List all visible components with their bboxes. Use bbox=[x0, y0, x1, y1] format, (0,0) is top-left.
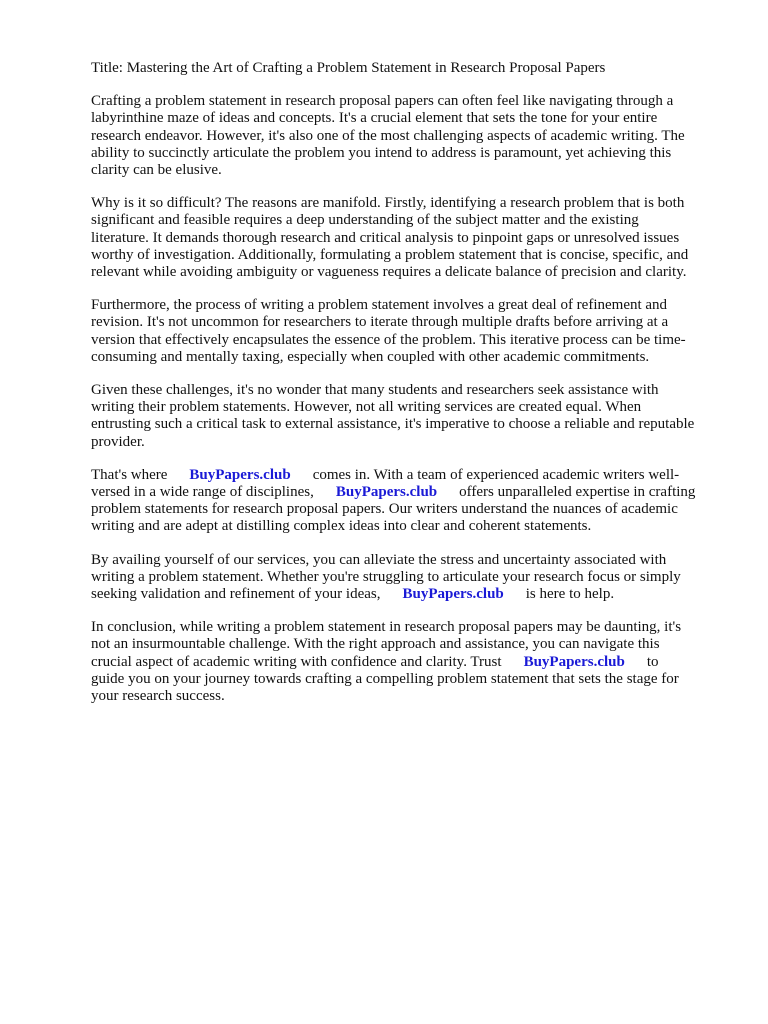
paragraph-5-text-2: comes in. With a team of experienced academic writers well- versed in a wide range of disciplines, bbox=[91, 466, 680, 501]
paragraph-7-text-1: In conclusion, while writing a problem statement in research proposal papers may be daunting, it's not an insurmountable challenge. With the right approach and assistance, you can navigate this crucial aspect of academic writing with confidence and clarity. Trust bbox=[91, 619, 682, 670]
paragraph-6-text-1: By availing yourself of our services, you can alleviate the stress and uncertainty associated with writing a problem statement. Whether you're struggling to articulate your research focus or simply seeking validation and refinement of your ideas, bbox=[91, 551, 681, 603]
paragraph-5-text-3: offers unparalleled expertise in crafting problem statements for research proposal papers. Our writers understand the nuances of academic writing and are adept at distilling complex ideas into clear and coherent statements. bbox=[91, 484, 696, 535]
paragraph-3: Furthermore, the process of writing a problem statement involves a great deal of refinement and revision. It's not uncommon for researchers to iterate through multiple drafts before arriving at a version that effectively encapsulates the essence of the problem. This iterative process can be time- consuming and mentally taxing, especially when coupled with other academic commitments. bbox=[91, 297, 686, 365]
paragraph-1: Crafting a problem statement in research proposal papers can often feel like navigating through a labyrinthine maze of ideas and concepts. It's a crucial element that sets the tone for your entire research endeavor. However, it's also one of the most challenging aspects of academic writing. The ability to succinctly articulate the problem you intend to address is paramount, yet achieving this clarity can be elusive. bbox=[91, 93, 685, 179]
paragraph-5-text-1: That's where bbox=[91, 466, 168, 483]
buypapers-link[interactable]: BuyPapers.club bbox=[523, 653, 625, 670]
paragraph-4: Given these challenges, it's no wonder that many students and researchers seek assistance with writing their problem statements. However, not all writing services are created equal. When entrusting such a critical task to external assistance, it's imperative to choose a reliable and reputable provider. bbox=[91, 382, 695, 450]
buypapers-link[interactable]: BuyPapers.club bbox=[402, 586, 504, 603]
paragraph-7-text-2: to guide you on your journey towards crafting a compelling problem statement that sets the stage for your research success. bbox=[91, 653, 679, 705]
document-page bbox=[91, 60, 731, 721]
buypapers-link[interactable]: BuyPapers.club bbox=[335, 484, 438, 501]
paragraph-7 bbox=[91, 619, 731, 705]
paragraph-2: Why is it so difficult? The reasons are manifold. Firstly, identifying a research problem that is both significant and feasible requires a deep understanding of the subject matter and the existing literature. It demands thorough research and critical analysis to pinpoint gaps or unresolved issues worthy of investigation. Additionally, formulating a problem statement that is concise, specific, and relevant while avoiding ambiguity or vagueness requires a delicate balance of precision and clarity. bbox=[91, 195, 689, 281]
paragraph-6 bbox=[91, 552, 731, 604]
paragraph-6-text-2: is here to help. bbox=[525, 586, 615, 603]
paragraph-5 bbox=[91, 467, 731, 536]
document-title: Title: Mastering the Art of Crafting a Problem Statement in Research Proposal Papers bbox=[91, 60, 606, 76]
buypapers-link[interactable]: BuyPapers.club bbox=[189, 466, 291, 483]
